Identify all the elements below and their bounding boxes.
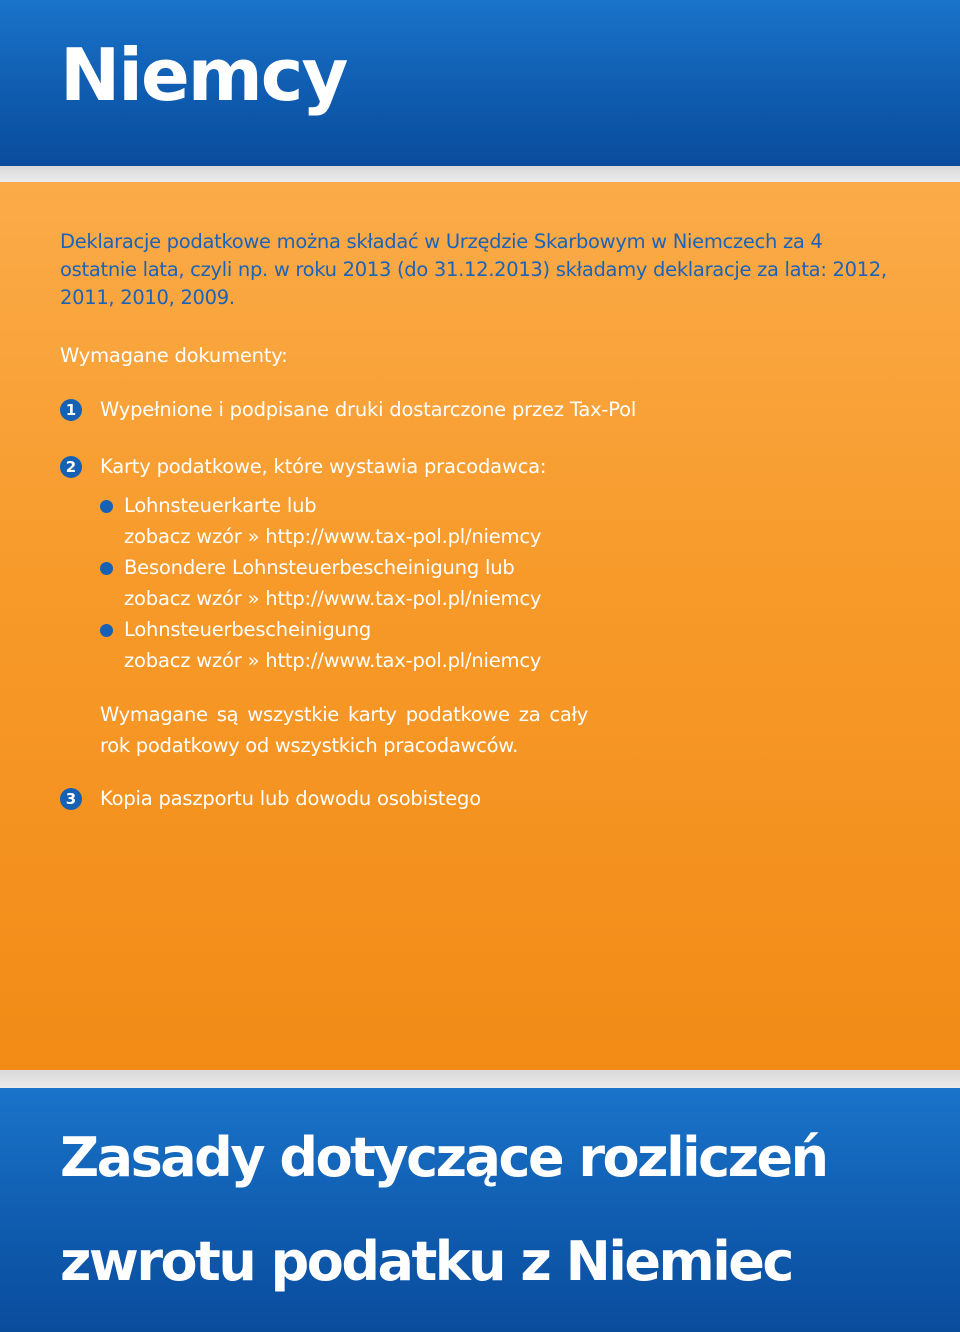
sample-link[interactable]: zobacz wzór » http://www.tax-pol.pl/niemcy [124, 525, 542, 548]
tax-card-name: Lohnsteuerkarte lub [124, 494, 317, 517]
tax-card-name: Besondere Lohnsteuerbescheinigung lub [124, 556, 515, 579]
document-item-text: Kopia paszportu lub dowodu osobistego [100, 787, 481, 810]
sample-link[interactable]: zobacz wzór » http://www.tax-pol.pl/niemcy [124, 587, 542, 610]
footer-banner [0, 1088, 960, 1332]
document-item-text: Wypełnione i podpisane druki dostarczone przez Tax-Pol [100, 398, 637, 421]
footer-title-line-2: zwrotu podatku z Niemiec [60, 1230, 792, 1293]
tax-card-name: Lohnsteuerbescheinigung [124, 618, 372, 641]
page-title: Niemcy [60, 33, 347, 117]
intro-paragraph: Deklaracje podatkowe można składać w Urzędzie Skarbowym w Niemczech za 4 ostatnie lata, czyli np. w roku 2013 (do 31.12.2013) składamy deklaracje za lata: 2012, 2011, 2010, 2009. [60, 230, 887, 309]
bullet-dot-icon [100, 500, 113, 513]
documents-heading: Wymagane dokumenty: [60, 344, 288, 367]
header-banner [0, 0, 960, 166]
number-badge-icon: 3 [60, 788, 82, 810]
requirement-note: Wymagane są wszystkie karty podatkowe za cały rok podatkowy od wszystkich pracodawców. [100, 703, 588, 757]
bullet-dot-icon [100, 624, 113, 637]
list-item [100, 490, 541, 552]
list-item [100, 614, 541, 676]
list-item [100, 552, 541, 614]
sample-link[interactable]: zobacz wzór » http://www.tax-pol.pl/niemcy [124, 649, 542, 672]
document-item-text: Karty podatkowe, które wystawia pracodawca: [100, 455, 547, 478]
divider-strip [0, 166, 960, 182]
number-badge-icon: 2 [60, 456, 82, 478]
footer-title-line-1: Zasady dotyczące rozliczeń [60, 1126, 827, 1189]
bullet-dot-icon [100, 562, 113, 575]
tax-card-list [100, 490, 541, 676]
content-panel [0, 182, 960, 1070]
number-badge-icon: 1 [60, 399, 82, 421]
divider-strip [0, 1070, 960, 1088]
